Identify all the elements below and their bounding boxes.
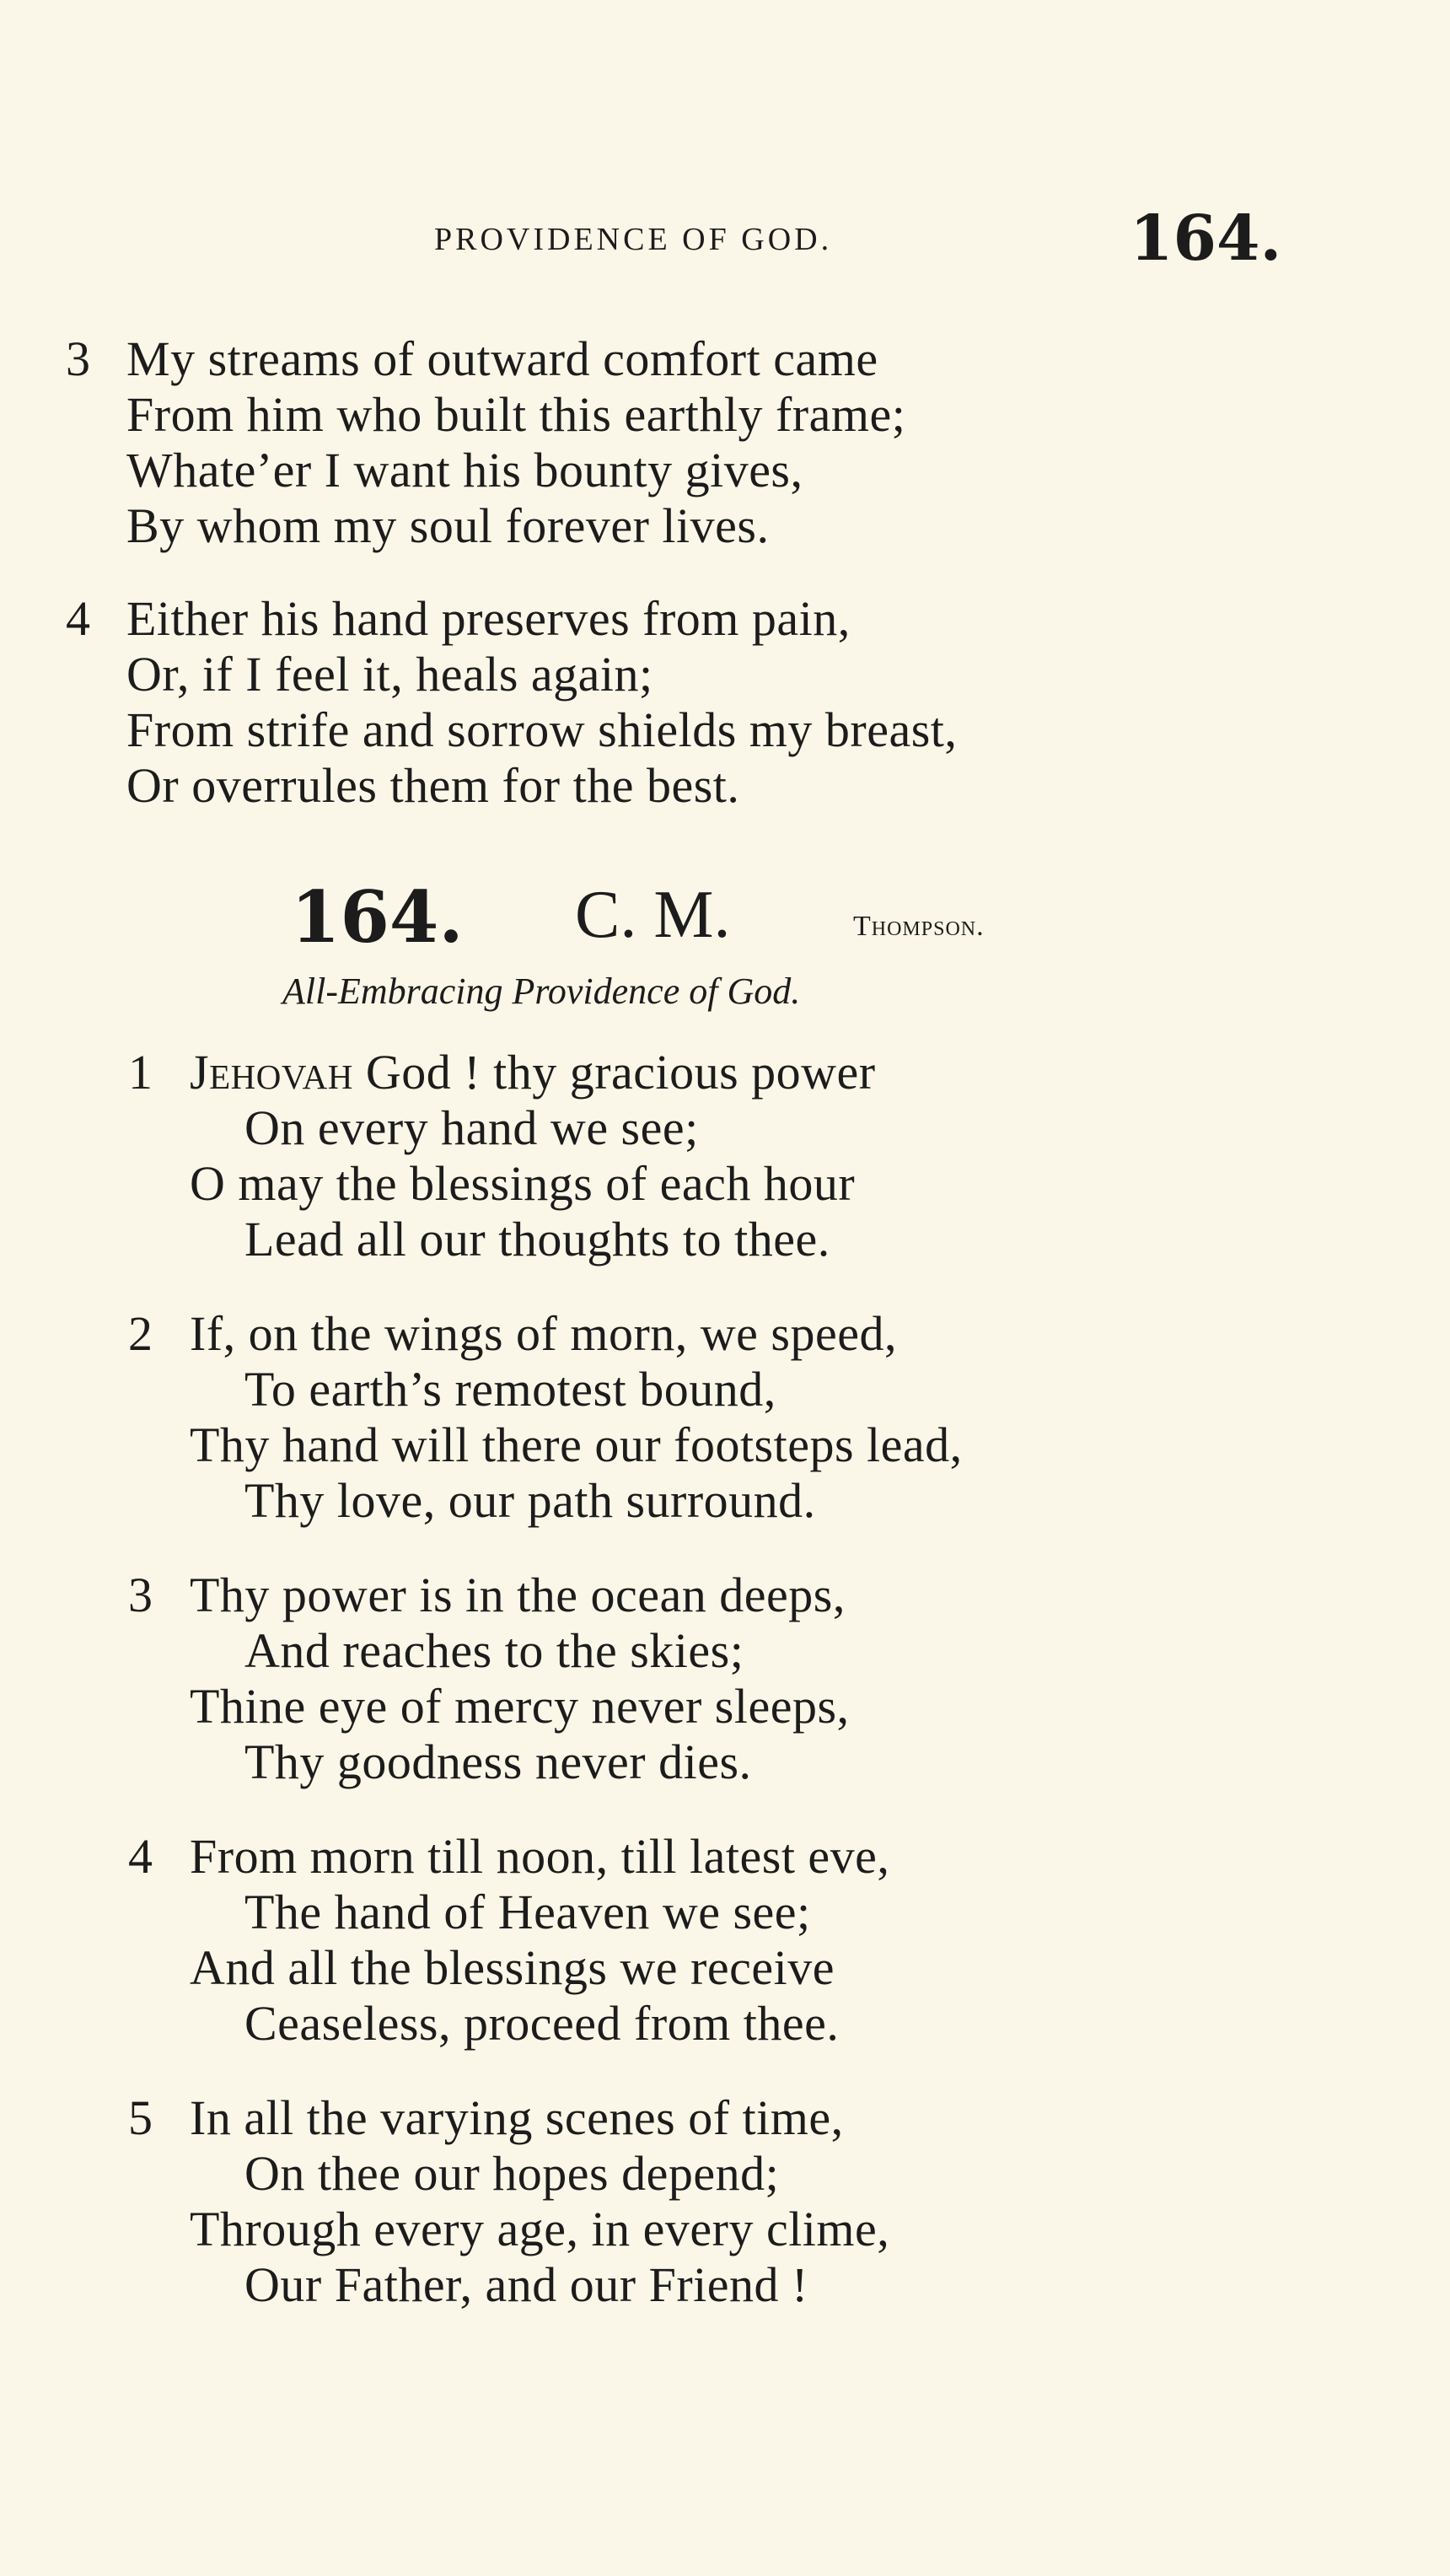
verse-line: Thy hand will there our footsteps lead, bbox=[190, 1417, 963, 1472]
verse-line: Ceaseless, proceed from thee. bbox=[244, 1996, 840, 2051]
verse-line: In all the varying scenes of time, bbox=[190, 2090, 844, 2145]
verse-line: From him who built this earthly frame; bbox=[126, 387, 906, 442]
stanza-number: 4 bbox=[128, 1829, 153, 1884]
stanza-number: 1 bbox=[128, 1045, 153, 1100]
verse-line: And reaches to the skies; bbox=[244, 1623, 744, 1678]
hymn-number: 164. bbox=[291, 875, 464, 959]
verse-line: To earth’s remotest bound, bbox=[244, 1362, 776, 1417]
hymn-meter: C. M. bbox=[575, 878, 731, 952]
first-line-rest: God ! thy gracious power bbox=[352, 1045, 876, 1100]
verse-line: Our Father, and our Friend ! bbox=[244, 2257, 808, 2312]
verse-line: Either his hand preserves from pain, bbox=[126, 591, 851, 646]
stanza-number: 3 bbox=[128, 1568, 153, 1622]
verse-line: On thee our hopes depend; bbox=[244, 2146, 780, 2201]
verse-line: Through every age, in every clime, bbox=[190, 2202, 890, 2256]
running-head: PROVIDENCE OF GOD. bbox=[434, 222, 833, 257]
verse-line: Thy power is in the ocean deeps, bbox=[190, 1568, 846, 1622]
verse-line: From morn till noon, till latest eve, bbox=[190, 1829, 890, 1884]
verse-line: By whom my soul forever lives. bbox=[126, 498, 770, 553]
verse-line: Thy love, our path surround. bbox=[244, 1473, 816, 1528]
verse-line: And all the blessings we receive bbox=[190, 1940, 835, 1995]
verse-line: The hand of Heaven we see; bbox=[244, 1885, 811, 1939]
stanza-number: 4 bbox=[66, 591, 90, 646]
hymn-title: All-Embracing Providence of God. bbox=[282, 971, 801, 1012]
verse-line: Thine eye of mercy never sleeps, bbox=[190, 1679, 850, 1734]
verse-line: On every hand we see; bbox=[244, 1100, 699, 1155]
verse-line: Or overrules them for the best. bbox=[126, 758, 740, 813]
stanza-number: 3 bbox=[66, 331, 90, 386]
verse-line: Or, if I feel it, heals again; bbox=[126, 647, 653, 702]
verse-line: Whate’er I want his bounty gives, bbox=[126, 443, 803, 497]
stanza-number: 5 bbox=[128, 2090, 153, 2145]
first-word: Jehovah bbox=[190, 1045, 353, 1100]
verse-line: My streams of outward comfort came bbox=[126, 331, 878, 386]
verse-line: Thy goodness never dies. bbox=[244, 1734, 752, 1789]
verse-line: From strife and sorrow shields my breast, bbox=[126, 702, 958, 757]
verse-line: If, on the wings of morn, we speed, bbox=[190, 1306, 897, 1361]
page-number: 164. bbox=[1130, 202, 1282, 275]
tune-name: Thompson. bbox=[853, 911, 985, 942]
stanza-number: 2 bbox=[128, 1306, 153, 1361]
verse-line-first bbox=[190, 1044, 876, 1100]
verse-line: Lead all our thoughts to thee. bbox=[244, 1212, 830, 1266]
verse-line: O may the blessings of each hour bbox=[190, 1156, 856, 1211]
